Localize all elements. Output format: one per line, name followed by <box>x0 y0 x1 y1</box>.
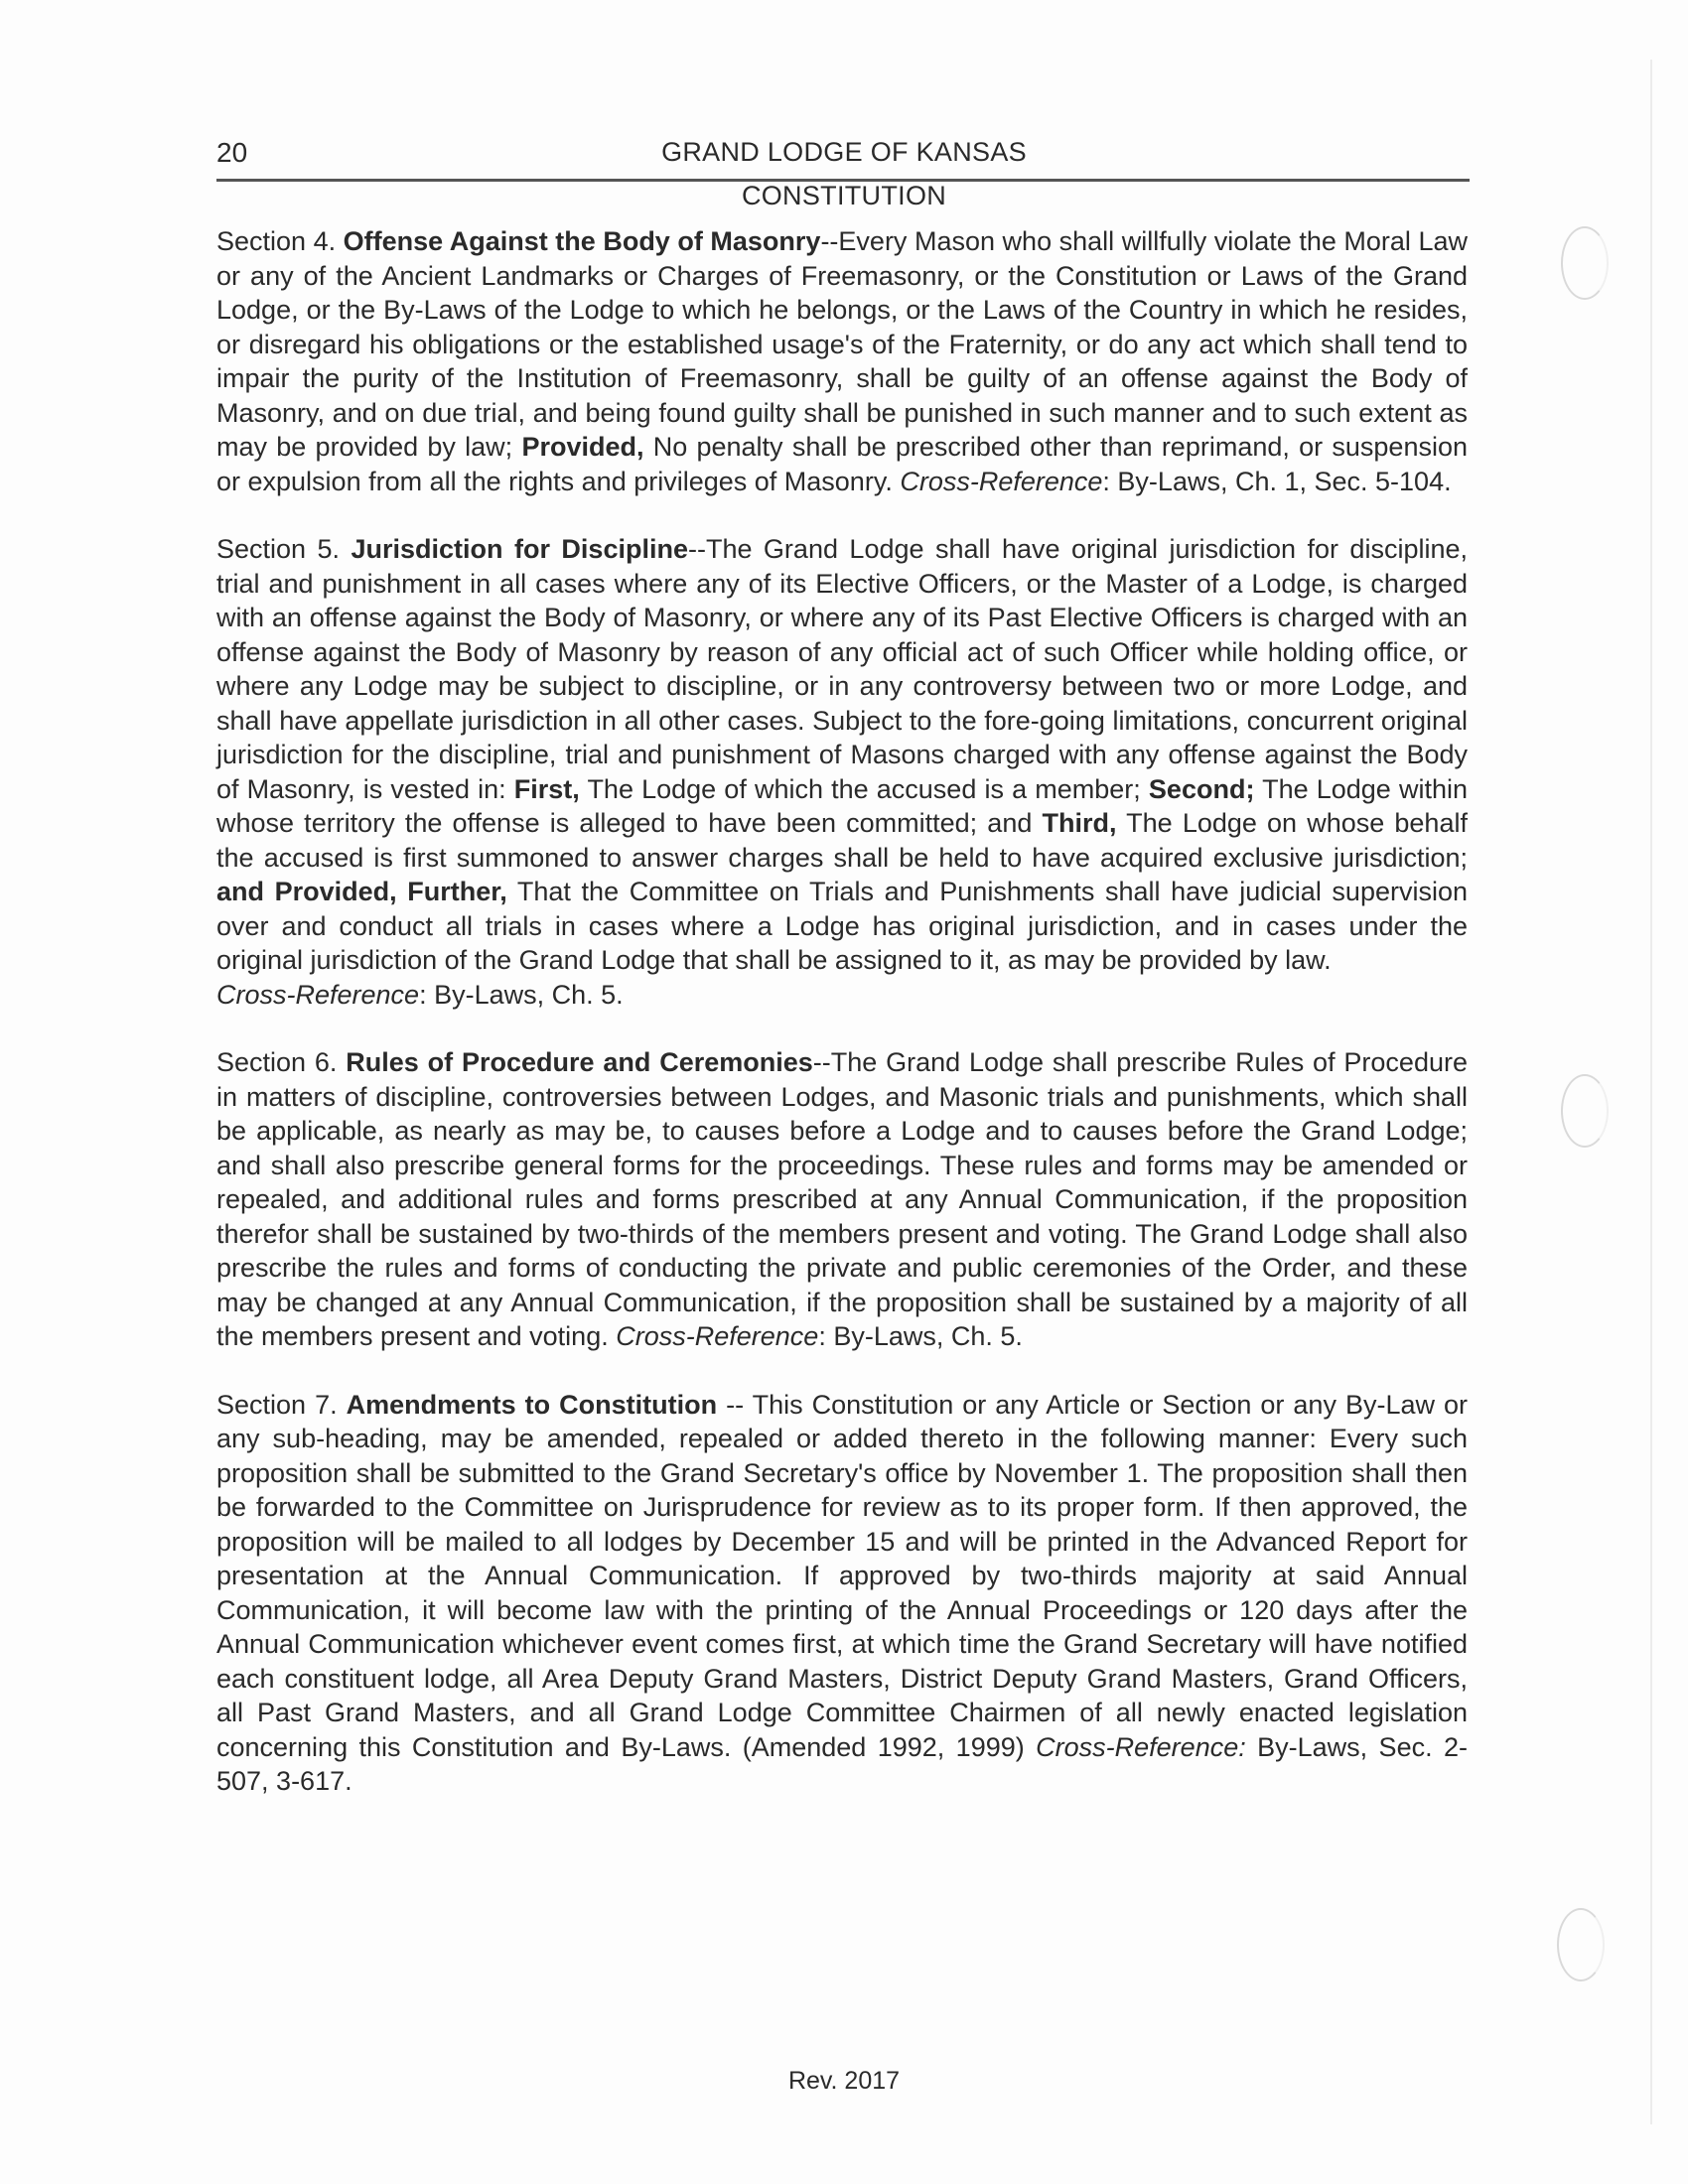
provided-keyword: Provided, <box>521 432 644 462</box>
section-title: Jurisdiction for Discipline <box>351 534 688 564</box>
section-text: -- This Constitution or any Article or Section or any By-Law or any sub-heading, may be amended, repealed or added thereto in the following manner: Every such proposition shall be submitted to the Grand Secretary's office by November 1. The proposition shall then be forwarded to the Committee on Jurisprudence for review as to its proper form. If then approved, the proposition will be mailed to all lodges by December 15 and will be printed in the Advanced Report for presentation at the Annual Communication. If approved by two-thirds majority at said Annual Communication, it will become law with the printing of the Annual Proceedings or 120 days after the Annual Communication whichever event comes first, at which time the Grand Secretary will have notified each constituent lodge, all Area Deputy Grand Masters, District Deputy Grand Masters, Grand Officers, all Past Grand Masters, and all Grand Lodge Committee Chairmen of all newly enacted legislation concerning this Constitution and By-Laws. (Amended 1992, 1999) <box>216 1389 1468 1762</box>
punch-hole-middle <box>1561 1074 1609 1148</box>
section-number: Section 6. <box>216 1047 338 1077</box>
cross-reference-label: Cross-Reference <box>616 1321 819 1351</box>
first-keyword: First, <box>513 773 580 804</box>
cross-reference: : By-Laws, Ch. 5. <box>419 979 624 1010</box>
section-6 <box>216 1045 1468 1354</box>
section-title: Rules of Procedure and Ceremonies <box>346 1047 813 1077</box>
further-keyword: and Provided, Further, <box>216 877 507 906</box>
section-7 <box>216 1388 1468 1799</box>
section-title: Offense Against the Body of Masonry <box>343 226 821 256</box>
cross-reference-label: Cross-Reference <box>900 466 1103 496</box>
section-text: No penalty shall be prescribed other than reprimand, or suspension or expulsion from all the rights and privileges of Masonry. <box>216 432 1468 496</box>
section-text: The Lodge on whose behalf the accused is first summoned to answer charges shall be held to have acquired exclusive jurisdiction; <box>216 808 1468 873</box>
section-number: Section 7. <box>216 1389 338 1420</box>
cross-reference: By-Laws, Sec. 2-507, 3-617. <box>216 1731 1468 1796</box>
cross-reference-label: Cross-Reference <box>216 979 420 1010</box>
revision-footer: Rev. 2017 <box>787 2067 901 2095</box>
cross-reference: : By-Laws, Ch. 5. <box>818 1321 1023 1351</box>
section-number: Section 4. <box>216 226 337 256</box>
section-number: Section 5. <box>216 534 341 564</box>
section-text: That the Committee on Trials and Punishments shall have judicial supervision over and conduct all trials in cases where a Lodge has original jurisdiction, and in cases under the original jurisdiction of the Grand Lodge that shall be assigned to it, as may be provided by law. <box>216 877 1469 975</box>
section-title: Amendments to Constitution <box>346 1389 718 1420</box>
section-text: --The Grand Lodge shall prescribe Rules of Procedure in matters of discipline, controversies between Lodges, and Masonic trials and punishments, which shall be applicable, as nearly as may be, to causes before a Lodge and to causes before the Grand Lodge; and shall also prescribe general forms for the proceedings. These rules and forms may be amended or repealed, and additional rules and forms prescribed at any Annual Communication, if the proposition therefor shall be sustained by two-thirds of the members present and voting. The Grand Lodge shall also prescribe the rules and forms of conducting the private and public ceremonies of the Order, and these may be changed at any Annual Communication, if the proposition shall be sustained by a majority of all the members present and voting. <box>216 1047 1468 1351</box>
body-text <box>216 224 1468 1833</box>
punch-hole-top <box>1561 226 1609 300</box>
page-number: 20 <box>216 137 248 168</box>
section-text: The Lodge of which the accused is a member; <box>579 773 1141 804</box>
running-head: GRAND LODGE OF KANSAS <box>661 137 1027 167</box>
punch-hole-bottom <box>1557 1908 1605 1981</box>
third-keyword: Third, <box>1042 808 1117 838</box>
section-5 <box>216 532 1468 1012</box>
section-4 <box>216 224 1468 498</box>
section-text: The Lodge within whose territory the offense is alleged to have been committed; and <box>216 773 1468 838</box>
cross-reference: : By-Laws, Ch. 1, Sec. 5-104. <box>1102 466 1452 496</box>
section-text: --Every Mason who shall willfully violate the Moral Law or any of the Ancient Landmarks or Charges of Freemasonry, or the Constitution or Laws of the Grand Lodge, or the By-Laws of the Lodge to which he belongs, or the Laws of the Country in which he resides, or disregard his obligations or the established usage's of the Fraternity, or do any act which shall tend to impair the purity of the Institution of Freemasonry, shall be guilty of an offense against the Body of Masonry, and on due trial, and being found guilty shall be punished in such manner and to such extent as may be provided by law; <box>216 226 1468 462</box>
section-text: --The Grand Lodge shall have original jurisdiction for discipline, trial and punishment in all cases where any of its Elective Officers, or the Master of a Lodge, is charged with an offense against the Body of Masonry, or where any of its Past Elective Officers is charged with an offense against the Body of Masonry by reason of any official act of such Officer while holding office, or where any Lodge may be subject to discipline, or in any controversy between two or more Lodge, and shall have appellate jurisdiction in all other cases. Subject to the fore-going limitations, concurrent original jurisdiction for the discipline, trial and punishment of Masons charged with any offense against the Body of Masonry, is vested in: <box>216 534 1468 804</box>
page-edge <box>1650 60 1652 2124</box>
second-keyword: Second; <box>1148 773 1255 804</box>
chapter-subheading: CONSTITUTION <box>741 181 947 210</box>
cross-reference-label: Cross-Reference: <box>1036 1731 1246 1762</box>
